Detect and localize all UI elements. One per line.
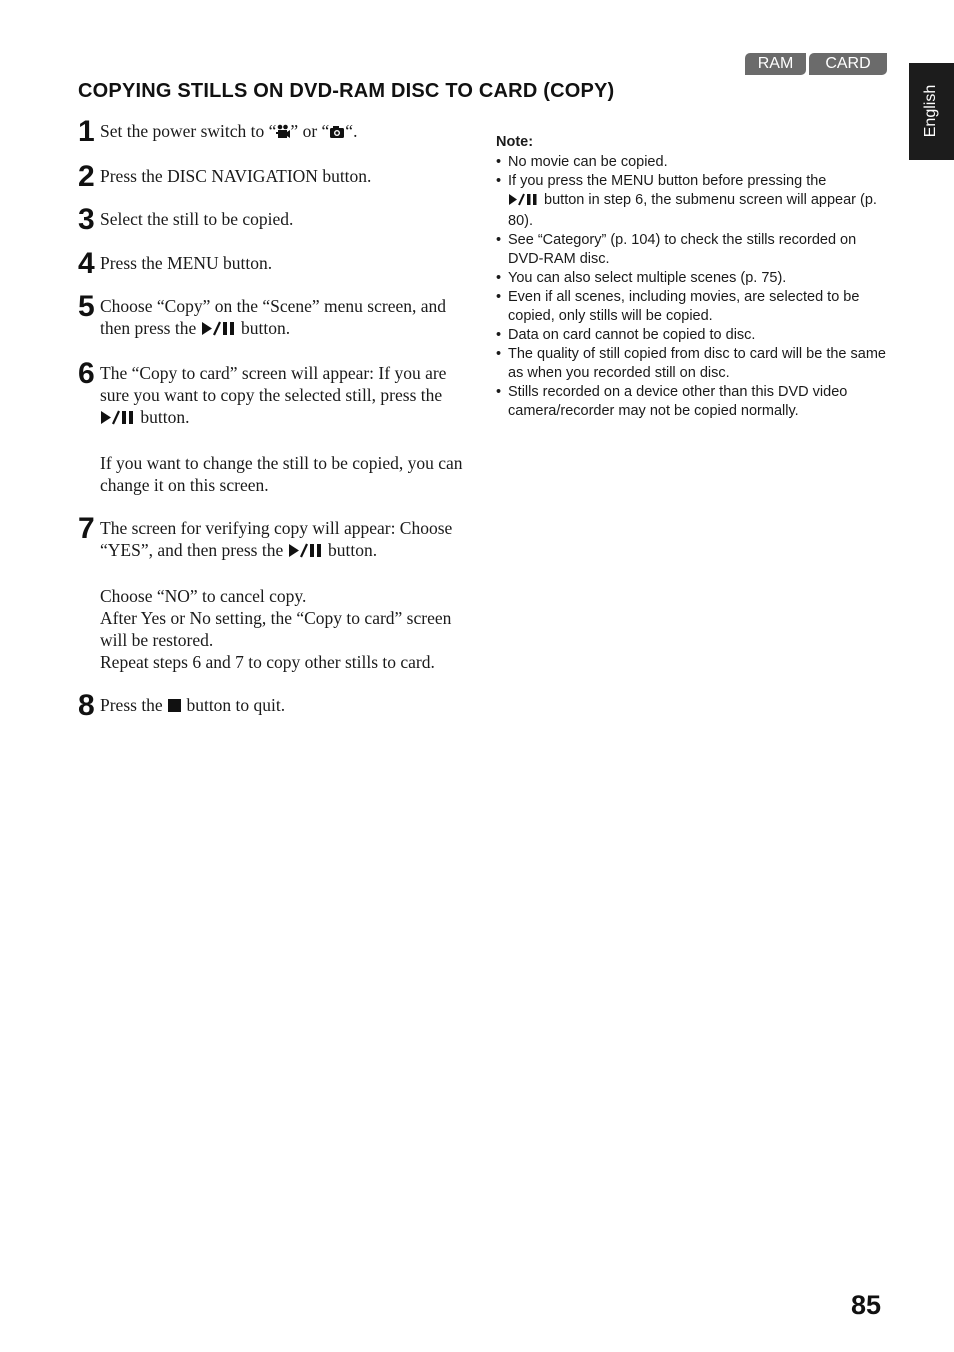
step-text: The “Copy to card” screen will appear: If you are sure you want to copy the selected still, press the button. — [100, 362, 473, 430]
step-text: Repeat steps 6 and 7 to copy other stills to card. — [100, 652, 435, 672]
step-6 — [78, 357, 473, 496]
step-number: 6 — [78, 357, 95, 390]
step-1 — [78, 115, 473, 148]
steps-list — [78, 115, 473, 722]
step-text: The screen for verifying copy will appear: Choose “YES”, and then press the button. — [100, 517, 473, 563]
notes-section — [496, 133, 891, 421]
step-7 — [78, 512, 473, 673]
step-3 — [78, 203, 473, 236]
play-pause-icon — [201, 319, 237, 341]
step-number: 3 — [78, 203, 95, 236]
list-item: • See “Category” (p. 104) to check the stills recorded on DVD-RAM disc. — [496, 231, 891, 269]
notes-heading: Note: — [496, 134, 534, 150]
page-number: 85 — [851, 1290, 882, 1320]
stop-icon — [167, 696, 182, 718]
step-number: 4 — [78, 247, 95, 280]
play-pause-icon — [288, 541, 324, 563]
step-5 — [78, 290, 473, 341]
step-2 — [78, 160, 473, 193]
list-item: • If you press the MENU button before pressing the button in step 6, the submenu screen will appear (p. 80). — [496, 172, 891, 231]
step-number: 7 — [78, 512, 95, 545]
step-number: 1 — [78, 115, 95, 148]
step-text: Choose “NO” to cancel copy. — [100, 586, 307, 606]
list-item: • You can also select multiple scenes (p. 75). — [496, 269, 891, 288]
step-text: Press the MENU button. — [100, 253, 273, 273]
language-tab — [909, 63, 954, 160]
step-8 — [78, 689, 473, 722]
list-item: • No movie can be copied. — [496, 153, 891, 172]
movie-camera-icon — [276, 122, 290, 144]
step-text: Select the still to be copied. — [100, 209, 294, 229]
step-text: Press the DISC NAVIGATION button. — [100, 166, 372, 186]
step-number: 5 — [78, 290, 95, 323]
list-item: • Stills recorded on a device other than this DVD video camera/recorder may not be copied normally. — [496, 383, 891, 421]
media-tag-ram: RAM — [745, 53, 806, 75]
page-title: COPYING STILLS ON DVD-RAM DISC TO CARD (COPY) — [78, 80, 615, 102]
play-pause-icon — [508, 193, 540, 212]
notes-list — [496, 153, 891, 421]
step-number: 2 — [78, 160, 95, 193]
step-number: 8 — [78, 689, 95, 722]
step-text: Set the power switch to “ ” or “ “. — [100, 120, 473, 144]
step-4 — [78, 247, 473, 280]
media-tag-card: CARD — [809, 53, 887, 75]
media-tags — [745, 53, 887, 75]
list-item: • The quality of still copied from disc to card will be the same as when you recorded still on disc. — [496, 345, 891, 383]
list-item: • Data on card cannot be copied to disc. — [496, 326, 891, 345]
step-text: After Yes or No setting, the “Copy to card” screen will be restored. — [100, 608, 452, 650]
step-text: If you want to change the still to be copied, you can change it on this screen. — [100, 453, 463, 495]
language-tab-label: English — [922, 84, 939, 138]
list-item: • Even if all scenes, including movies, are selected to be copied, only stills will be copied. — [496, 288, 891, 326]
step-text: Press the button to quit. — [100, 694, 473, 718]
still-camera-icon — [329, 122, 345, 144]
step-text: Choose “Copy” on the “Scene” menu screen, and then press the button. — [100, 295, 473, 341]
play-pause-icon — [100, 408, 136, 430]
